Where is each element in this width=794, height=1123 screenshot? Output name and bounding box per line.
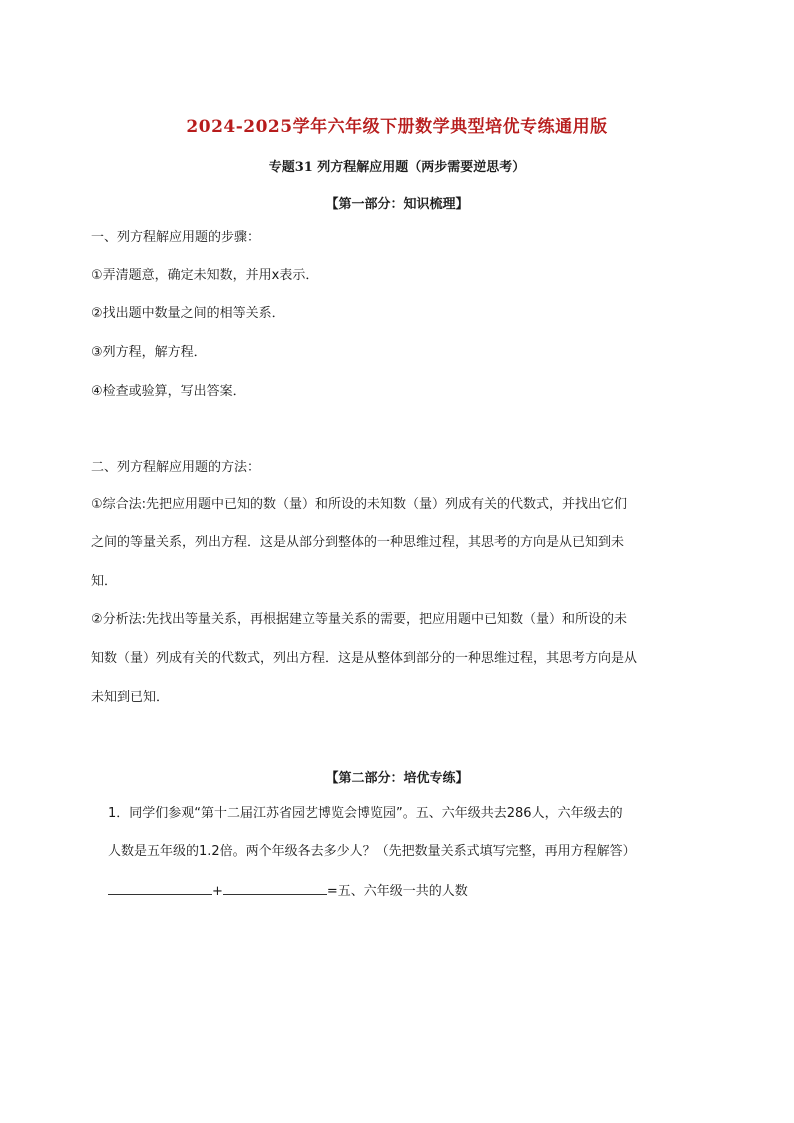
answer-blank[interactable]	[223, 882, 327, 895]
synthesis-method-line: 之间的等量关系，列出方程．这是从部分到整体的一种思维过程，其思考的方向是从已知到未	[91, 535, 625, 550]
part1-heading: 【第一部分：知识梳理】	[325, 197, 469, 212]
question-text-line1: 同学们参观“第十二届江苏省园艺博览会博览园”。五、六年级共去286人，六年级去的	[129, 806, 623, 821]
document-title: 2024-2025学年六年级下册数学典型培优专练通用版	[186, 117, 608, 137]
analysis-method-line: ②分析法:先找出等量关系，再根据建立等量关系的需要，把应用题中已知数（量）和所设的未	[91, 612, 628, 627]
relation-fill-row	[108, 882, 468, 900]
synthesis-method-line: 知．	[91, 574, 118, 589]
step-item: ①弄清题意，确定未知数，并用x表示．	[91, 268, 319, 283]
answer-blank[interactable]	[108, 882, 212, 895]
methods-heading: 二、列方程解应用题的方法：	[91, 460, 261, 475]
plus-sign: +	[212, 884, 223, 899]
step-item: ④检查或验算，写出答案．	[91, 384, 246, 399]
analysis-method-line: 未知到已知．	[91, 690, 170, 705]
synthesis-method-line: ①综合法:先把应用题中已知的数（量）和所设的未知数（量）列成有关的代数式，并找出它们	[91, 497, 628, 512]
steps-heading: 一、列方程解应用题的步骤：	[91, 230, 261, 245]
part2-heading: 【第二部分：培优专练】	[325, 771, 469, 786]
analysis-method-line: 知数（量）列成有关的代数式，列出方程．这是从整体到部分的一种思维过程，其思考方向是从	[91, 651, 638, 666]
question-number: 1．	[108, 806, 130, 821]
document-subtitle: 专题31 列方程解应用题（两步需要逆思考）	[268, 160, 526, 175]
step-item: ③列方程，解方程．	[91, 345, 207, 360]
question-1-line2: 人数是五年级的1.2倍。两个年级各去多少人？（先把数量关系式填写完整，再用方程解答）	[108, 844, 636, 859]
question-1	[108, 806, 728, 822]
step-item: ②找出题中数量之间的相等关系．	[91, 306, 285, 321]
relation-equals-text: =五、六年级一共的人数	[326, 884, 468, 899]
